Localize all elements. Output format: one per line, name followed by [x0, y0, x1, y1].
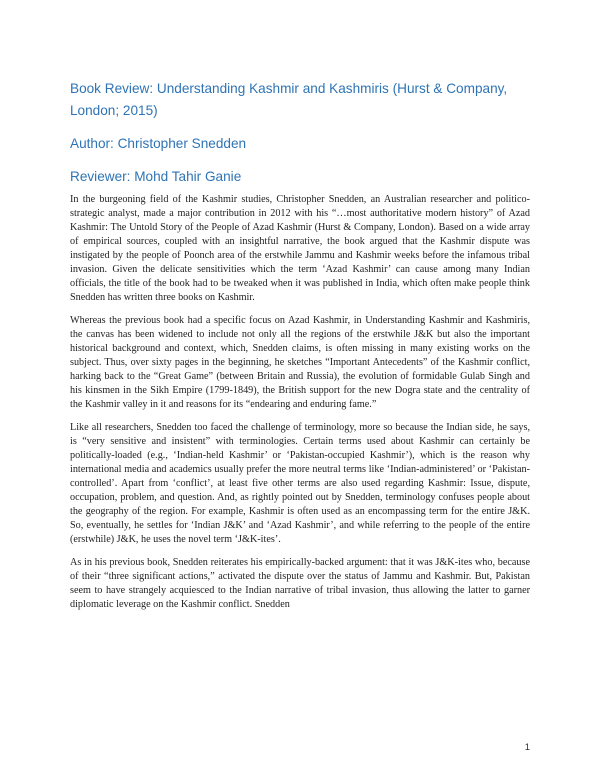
body-paragraph: Like all researchers, Snedden too faced the challenge of terminology, more so because the Indian side, he says, is “very sensitive and insistent” with terminologies. Certain terms used about Kashmir can certainly be politically-loaded (e.g., ‘Indian-held Kashmir’ or ‘Pakistan-occupied Kashmir’), which is the reason why international media and academics usually prefer the more neutral terms like ‘Indian-administered’ or ‘Pakistan-controlled’. Apart from ‘conflict’, at least five other terms are also used regarding Kashmir: Issue, dispute, occupation, problem, and question. And, as rightly pointed out by Snedden, terminology confuses people about the geography of the region. For example, Kashmir is often used as an encompassing term for the entire J&K. So, eventually, he settles for ‘Indian J&K’ and ‘Azad Kashmir’, and while referring to the people of the entire (erstwhile) J&K, he uses the novel term ‘J&K-ites’. [70, 421, 530, 546]
body-paragraph: Whereas the previous book had a specific focus on Azad Kashmir, in Understanding Kashmir and Kashmiris, the canvas has been widened to include not only all the regions of the erstwhile J&K but also the important historical background and context, which, Snedden claims, is often missing in many existing works on the subject. Thus, over sixty pages in the beginning, he sketches “Important Antecedents” of the Kashmir conflict, harking back to the “Great Game” (between Britain and Russia), the evolution of formidable Gulab Singh and his kinsmen in the Sikh Empire (1799-1849), the British support for the new Dogra state and the centrality of the Kashmir valley in it and reasons for its “endearing and enduring fame.” [70, 314, 530, 411]
review-title: Book Review: Understanding Kashmir and Kashmiris (Hurst & Company, London; 2015) [70, 81, 508, 118]
reviewer-line: Reviewer: Mohd Tahir Ganie [70, 169, 242, 184]
author-line: Author: Christopher Snedden [70, 136, 247, 151]
body-paragraph: In the burgeoning field of the Kashmir studies, Christopher Snedden, an Australian researcher and politico-strategic analyst, made a major contribution in 2012 with his “…most authoritative modern history” of Azad Kashmir: The Untold Story of the People of Azad Kashmir (Hurst & Company, London). Based on a wide array of empirical sources, coupled with an insightful narrative, the book argued that the Kashmir dispute was instigated by the people of Poonch area of the erstwhile Jammu and Kashmir weeks before the infamous tribal invasion. Given the delicate sensitivities which the term ‘Azad Kashmir’ can cause among many Indian officials, the title of the book had to be tweaked when it was published in India, which often make people think Snedden has written three books on Kashmir. [70, 194, 530, 304]
body-paragraph: As in his previous book, Snedden reiterates his empirically-backed argument: that it was J&K-ites who, because of their “three significant actions,” activated the dispute over the status of Jammu and Kashmir. But, Pakistan seem to have strangely acquiesced to the Indian narrative of tribal invasion, thus allowing the latter to garner diplomatic leverage on the Kashmir conflict. Snedden [70, 556, 530, 610]
page-content [70, 78, 530, 620]
page-number: 1 [524, 742, 530, 753]
